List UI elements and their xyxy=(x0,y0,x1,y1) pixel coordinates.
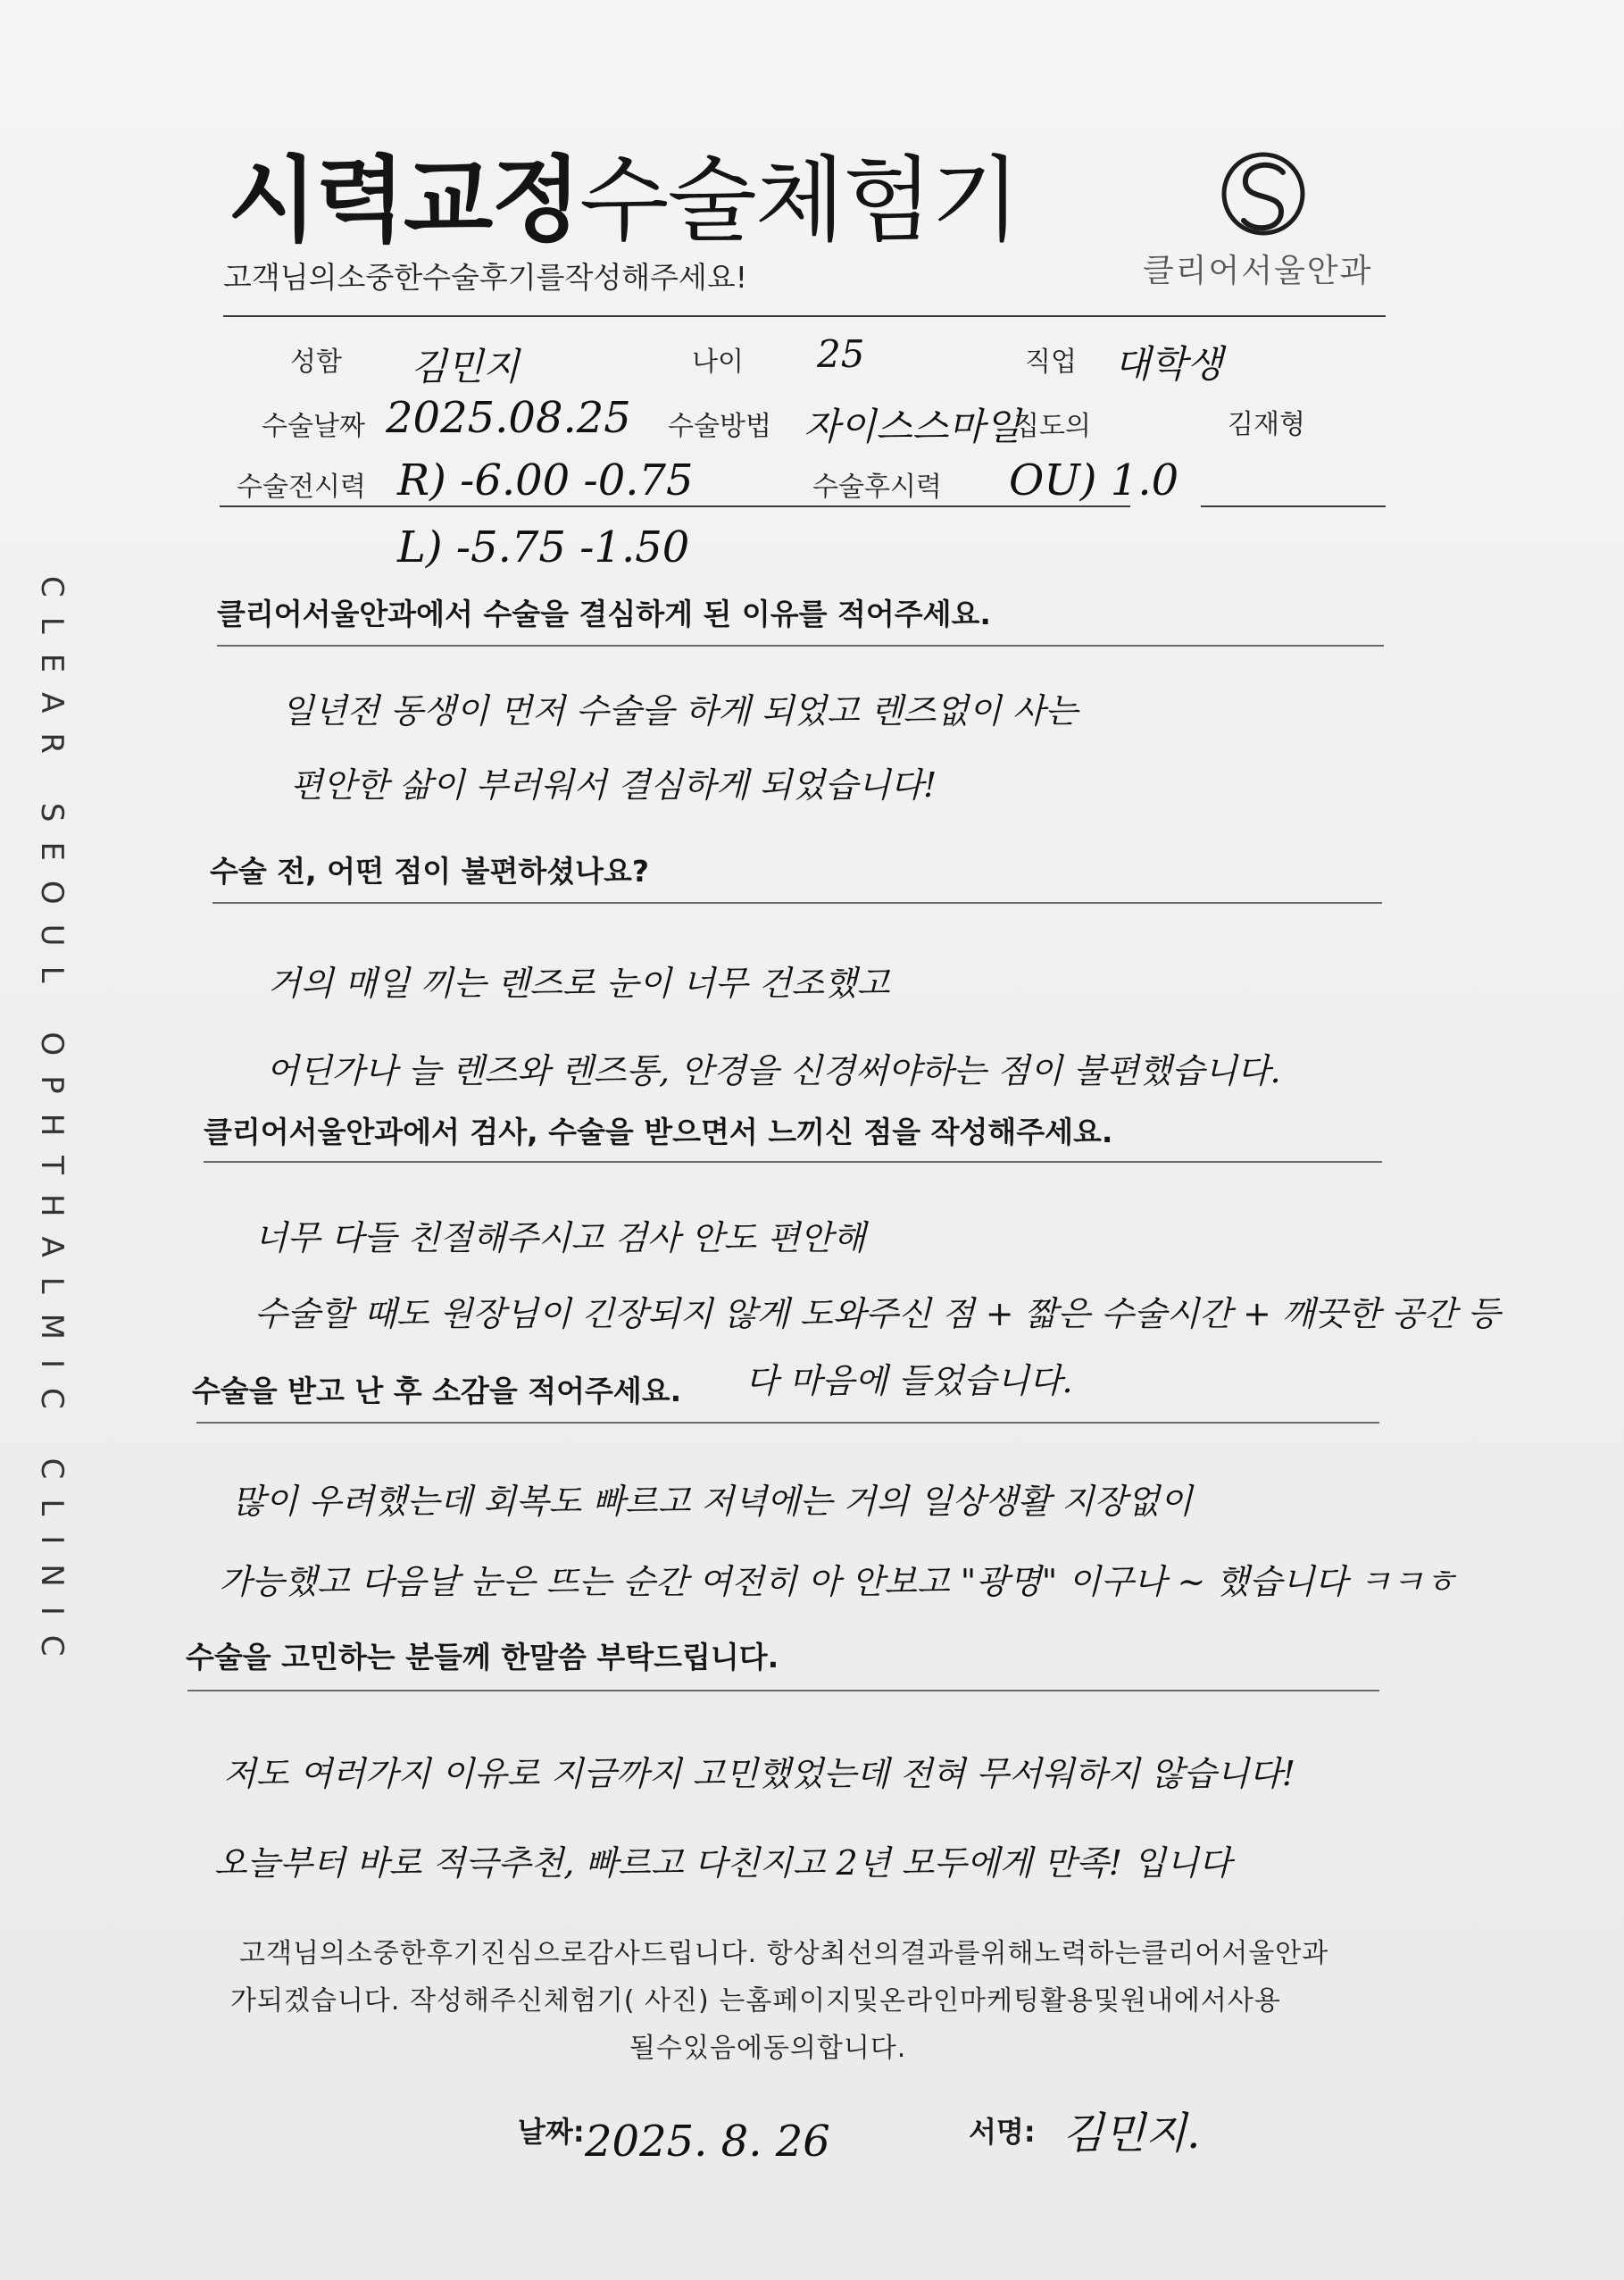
title-regular: 수술체험기 xyxy=(579,146,1020,255)
header-divider xyxy=(223,315,1386,317)
footer-line-2: 가되겠습니다. 작성해주신체험기( 사진) 는홈페이지및온라인마케팅활용및원내에서사용 xyxy=(230,1985,1281,2017)
pre-vision-left: L) -5.75 -1.50 xyxy=(397,522,690,572)
name-value: 김민지 xyxy=(411,345,520,388)
vertical-clinic-name: CLEAR SEOUL OPHTHALMIC CLINIC xyxy=(34,576,70,1676)
footer-line-1: 고객님의소중한후기진심으로감사드립니다. 항상최선의결과를위해노력하는클리어서울안과 xyxy=(239,1938,1329,1969)
page-title xyxy=(228,125,1019,259)
question-3: 클리어서울안과에서 검사, 수술을 받으면서 느끼신 점을 작성해주세요. xyxy=(204,1115,1113,1149)
answer-3-line-3: 다 마음에 들었습니다. xyxy=(745,1361,1073,1400)
date-value: 2025. 8. 26 xyxy=(585,2117,830,2167)
question-3-divider xyxy=(204,1161,1382,1163)
name-label: 성함 xyxy=(290,347,342,378)
question-5-divider xyxy=(187,1690,1379,1691)
answer-5-line-2: 오늘부터 바로 적극추천, 빠르고 다친지고 2년 모두에게 만족! 입니다 xyxy=(214,1843,1232,1883)
signature-label: 서명: xyxy=(969,2115,1036,2149)
pre-vision-right: R) -6.00 -0.75 xyxy=(397,455,694,505)
question-1: 클리어서울안과에서 수술을 결심하게 된 이유를 적어주세요. xyxy=(217,597,991,631)
pre-vision-label: 수술전시력 xyxy=(237,472,366,503)
surgeon-value: 김재형 xyxy=(1228,409,1305,440)
clinic-name: 클리어서울안과 xyxy=(1143,253,1373,289)
method-label: 수술방법 xyxy=(668,411,771,442)
question-1-divider xyxy=(217,645,1384,647)
clinic-logo-icon xyxy=(1219,147,1308,246)
question-4: 수술을 받고 난 후 소감을 적어주세요. xyxy=(192,1374,682,1408)
signature-value: 김민지. xyxy=(1062,2109,1201,2159)
surgery-date-value: 2025.08.25 xyxy=(386,393,631,443)
answer-5-line-1: 저도 여러가지 이유로 지금까지 고민했었는데 전혀 무서워하지 않습니다! xyxy=(223,1754,1296,1793)
info-divider-right xyxy=(1201,505,1386,507)
surgery-date-label: 수술날짜 xyxy=(262,411,365,442)
job-label: 직업 xyxy=(1025,347,1077,378)
answer-2-line-1: 거의 매일 끼는 렌즈로 눈이 너무 건조했고 xyxy=(268,964,890,1003)
surgeon-label: 집도의 xyxy=(1013,411,1091,442)
answer-4-line-2: 가능했고 다음날 눈은 뜨는 순간 여전히 아 안보고 "광명" 이구나 ~ 했습니다 ㅋㅋㅎ xyxy=(219,1562,1457,1601)
question-4-divider xyxy=(196,1422,1379,1424)
answer-1-line-2: 편안한 삶이 부러워서 결심하게 되었습니다! xyxy=(290,765,937,805)
age-value: 25 xyxy=(817,332,865,376)
footer-line-3: 될수있음에동의합니다. xyxy=(629,2033,907,2064)
answer-2-line-2: 어딘가나 늘 렌즈와 렌즈통, 안경을 신경써야하는 점이 불편했습니다. xyxy=(266,1051,1281,1090)
job-value: 대학생 xyxy=(1114,342,1223,386)
question-2-divider xyxy=(212,902,1382,904)
post-vision-label: 수술후시력 xyxy=(812,472,942,503)
answer-4-line-1: 많이 우려했는데 회복도 빠르고 저녁에는 거의 일상생활 지장없이 xyxy=(232,1482,1193,1521)
post-vision-value: OU) 1.0 xyxy=(1009,455,1179,505)
answer-3-line-1: 너무 다들 친절해주시고 검사 안도 편안해 xyxy=(254,1218,866,1257)
title-bold: 시력교정 xyxy=(228,146,579,255)
method-value: 자이스스마일 xyxy=(804,405,1021,448)
answer-1-line-1: 일년전 동생이 먼저 수술을 하게 되었고 렌즈없이 사는 xyxy=(281,691,1079,731)
date-label: 날짜: xyxy=(518,2115,585,2149)
page-subtitle: 고객님의소중한수술후기를작성해주세요! xyxy=(223,260,748,295)
answer-3-line-2: 수술할 때도 원장님이 긴장되지 않게 도와주신 점 + 짧은 수술시간 + 깨끗한 공간 등 xyxy=(254,1294,1501,1333)
question-5: 수술을 고민하는 분들께 한말씀 부탁드립니다. xyxy=(186,1640,779,1675)
info-divider-left xyxy=(220,505,1130,507)
age-label: 나이 xyxy=(692,347,744,378)
question-2: 수술 전, 어떤 점이 불편하셨나요? xyxy=(210,854,650,889)
